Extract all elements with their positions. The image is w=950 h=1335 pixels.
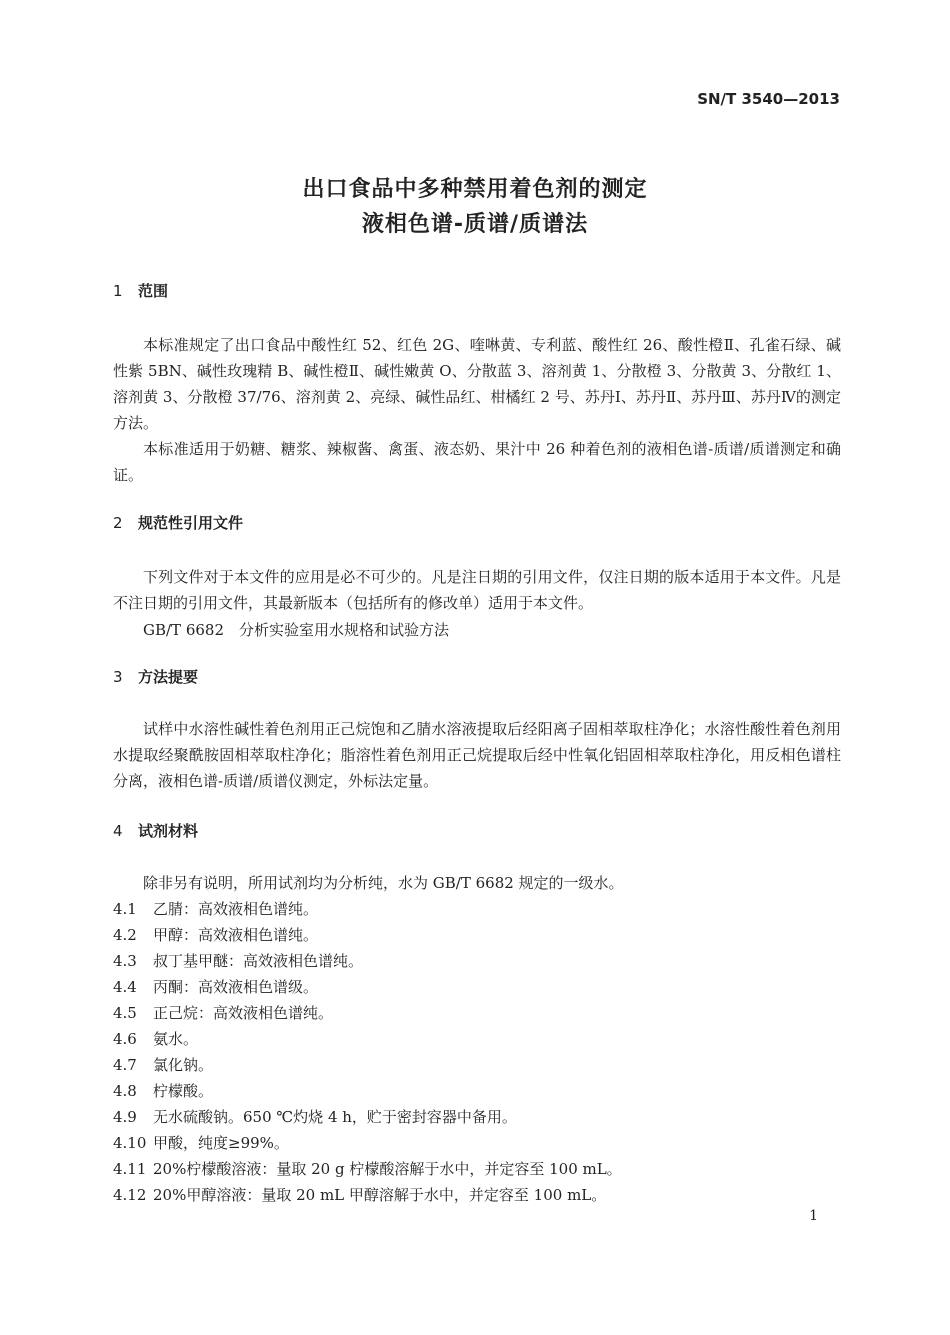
section-1-heading [113, 280, 168, 301]
section-number: 4 [113, 822, 123, 840]
reagent-item [113, 1080, 213, 1101]
reagent-item [113, 1158, 622, 1179]
item-text: 丙酮：高效液相色谱级。 [153, 978, 319, 996]
item-text: 20%甲醇溶液：量取 20 mL 甲醇溶解于水中，并定容至 100 mL。 [153, 1186, 607, 1204]
reagent-item [113, 1054, 213, 1075]
section-4-heading [113, 820, 198, 841]
section-title: 方法提要 [138, 668, 199, 686]
reagent-item [113, 1184, 606, 1205]
reagent-item [113, 976, 318, 997]
section-title: 范围 [138, 282, 169, 300]
reagent-item [113, 950, 363, 971]
item-number: 4.12 [113, 1186, 147, 1204]
reagent-item [113, 924, 318, 945]
reagent-item [113, 1028, 198, 1049]
item-number: 4.6 [113, 1030, 137, 1048]
item-text: 氨水。 [153, 1030, 199, 1048]
item-text: 乙腈：高效液相色谱纯。 [153, 900, 319, 918]
item-number: 4.9 [113, 1108, 137, 1126]
section-3-paragraph-1: 试样中水溶性碱性着色剂用正己烷饱和乙腈水溶液提取后经阳离子固相萃取柱净化；水溶性酸性着色剂用水提取经聚酰胺固相萃取柱净化；脂溶性着色剂用正己烷提取后经中性氧化铝固相萃取柱净化，用反相色谱柱分离，液相色谱-质谱/质谱仪测定，外标法定量。 [113, 720, 841, 790]
section-title: 试剂材料 [138, 822, 199, 840]
item-number: 4.5 [113, 1004, 137, 1022]
section-title: 规范性引用文件 [138, 514, 244, 532]
item-text: 柠檬酸。 [153, 1082, 214, 1100]
normative-reference: GB/T 6682 分析实验室用水规格和试验方法 [143, 621, 450, 639]
item-text: 甲醇：高效液相色谱纯。 [153, 926, 319, 944]
document-title-line-1: 出口食品中多种禁用着色剂的测定 [302, 177, 648, 202]
section-1-paragraph-2: 本标准适用于奶糖、糖浆、辣椒酱、禽蛋、液态奶、果汁中 26 种着色剂的液相色谱-质谱/质谱测定和确证。 [113, 440, 841, 484]
section-number: 1 [113, 282, 123, 300]
section-1-paragraph-1: 本标准规定了出口食品中酸性红 52、红色 2G、喹啉黄、专利蓝、酸性红 26、酸性橙Ⅱ、孔雀石绿、碱性紫 5BN、碱性玫瑰精 B、碱性橙Ⅱ、碱性嫩黄 O、分散蓝 3、溶剂黄 1、分散橙 3、分散黄 3、分散红 1、溶剂黄 3、分散橙 37/76、溶剂黄 2、亮绿、碱性品红、柑橘红 2 号、苏丹Ⅰ、苏丹Ⅱ、苏丹Ⅲ、苏丹Ⅳ的测定方法。 [113, 336, 841, 432]
item-text: 叔丁基甲醚：高效液相色谱纯。 [153, 952, 364, 970]
reagent-item [113, 1002, 333, 1023]
item-text: 氯化钠。 [153, 1056, 214, 1074]
item-number: 4.4 [113, 978, 137, 996]
item-number: 4.1 [113, 900, 137, 918]
item-number: 4.8 [113, 1082, 137, 1100]
document-title-line-2: 液相色谱-质谱/质谱法 [361, 212, 589, 237]
section-3-heading [113, 666, 198, 687]
section-4-intro: 除非另有说明，所用试剂均为分析纯，水为 GB/T 6682 规定的一级水。 [143, 874, 624, 892]
item-number: 4.2 [113, 926, 137, 944]
section-number: 3 [113, 668, 123, 686]
reagent-item [113, 1106, 517, 1127]
item-number: 4.3 [113, 952, 137, 970]
section-number: 2 [113, 514, 123, 532]
item-number: 4.7 [113, 1056, 137, 1074]
section-2-heading [113, 512, 243, 533]
item-number: 4.11 [113, 1160, 147, 1178]
item-text: 无水硫酸钠。650 ℃灼烧 4 h，贮于密封容器中备用。 [153, 1108, 517, 1126]
item-text: 正己烷：高效液相色谱纯。 [153, 1004, 334, 1022]
reagent-item [113, 1132, 289, 1153]
standard-code: SN/T 3540—2013 [697, 90, 840, 108]
page-number: 1 [809, 1208, 818, 1224]
item-text: 甲酸，纯度≥99%。 [153, 1134, 289, 1152]
section-2-paragraph-1: 下列文件对于本文件的应用是必不可少的。凡是注日期的引用文件，仅注日期的版本适用于本文件。凡是不注日期的引用文件，其最新版本（包括所有的修改单）适用于本文件。 [113, 568, 841, 612]
item-text: 20%柠檬酸溶液：量取 20 g 柠檬酸溶解于水中，并定容至 100 mL。 [153, 1160, 622, 1178]
item-number: 4.10 [113, 1134, 147, 1152]
reagent-item [113, 898, 318, 919]
